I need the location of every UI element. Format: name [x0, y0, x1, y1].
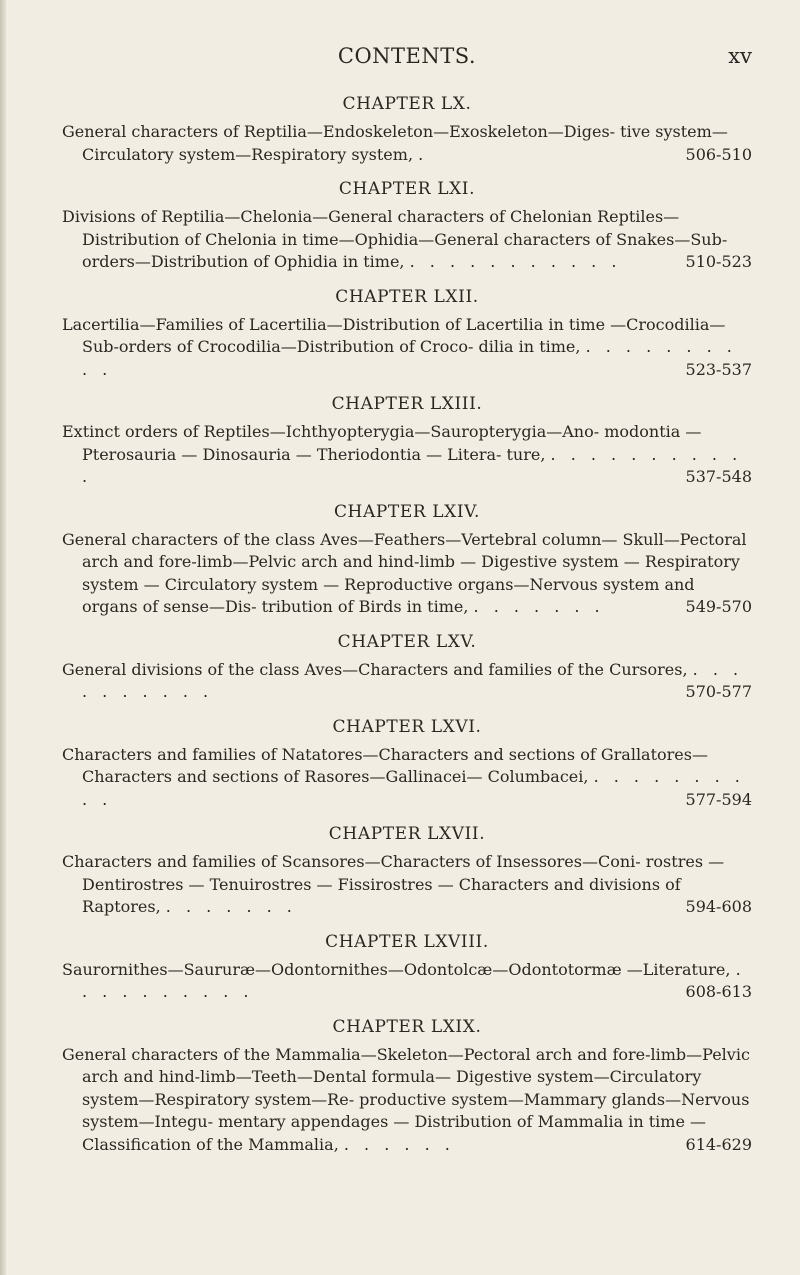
- chapter-heading: CHAPTER LXV.: [337, 631, 477, 652]
- chapter-heading: CHAPTER LXVI.: [332, 716, 482, 737]
- chapter-summary-text: Divisions of Reptilia—Chelonia—General characters of Chelonian Reptiles—Distribution of Chelonia in time—Ophidia—General characters of Snakes—Sub-orders—Distribution of Ophidia in time,: [62, 207, 728, 271]
- chapter-summary-text: Characters and families of Scansores—Characters of Insessores—Coni- rostres — Dentirostres — Tenuirostres — Fissirostres — Characters and divisions of Raptores,: [62, 852, 725, 916]
- chapter-entry: [62, 717, 752, 812]
- page-range: 510-523: [685, 252, 752, 271]
- dot-leaders: . . . . . . .: [165, 897, 297, 916]
- chapter-entry: [62, 179, 752, 274]
- page-range: 594-608: [685, 897, 752, 916]
- dot-leaders: . . . . . . . . . .: [82, 659, 744, 701]
- chapter-summary: [62, 744, 752, 812]
- dot-leaders: .: [418, 144, 429, 164]
- chapter-summary: [62, 421, 752, 489]
- chapter-summary: [62, 529, 752, 619]
- page-range: 537-548: [685, 467, 752, 486]
- dot-leaders: . . . . . . . . . .: [82, 767, 745, 809]
- chapter-entry: [62, 287, 752, 382]
- page-range: 608-613: [685, 982, 752, 1001]
- page-range: 549-570: [685, 597, 752, 616]
- chapter-summary: [62, 314, 752, 382]
- chapter-summary-text: Extinct orders of Reptiles—Ichthyopterygia—Sauropterygia—Ano- modontia — Pterosauria — Dinosauria — Theriodontia — Litera- ture,: [62, 422, 702, 464]
- chapter-entry: [62, 632, 752, 704]
- chapter-summary-text: Characters and families of Natatores—Characters and sections of Grallatores—Characters and sections of Rasores—Gallinacei— Columbacei,: [62, 744, 708, 786]
- chapter-heading: CHAPTER LXIX.: [332, 1016, 482, 1037]
- page-range: 523-537: [685, 359, 752, 379]
- chapter-summary-text: Lacertilia—Families of Lacertilia—Distribution of Lacertilia in time —Crocodilia—Sub-orders of Crocodilia—Distribution of Croco- dilia in time,: [62, 314, 726, 356]
- page-range: 614-629: [685, 1134, 752, 1154]
- chapter-heading: CHAPTER LXII.: [335, 286, 479, 307]
- chapter-heading: CHAPTER LXVII.: [328, 824, 486, 844]
- chapter-summary: [62, 206, 752, 274]
- chapter-heading: CHAPTER LX.: [342, 94, 472, 114]
- dot-leaders: . . . . . . . . . .: [82, 337, 737, 379]
- contents-page: [62, 44, 752, 1169]
- chapter-summary-text: General characters of the class Aves—Feathers—Vertebral column— Skull—Pectoral arch and fore-limb—Pelvic arch and hind-limb — Digestive system — Respiratory system — Circulatory system — Reproductive organs—Nervous system and organs of sense—Dis- tribution of Birds in time,: [62, 529, 747, 616]
- chapter-entry: [62, 94, 752, 166]
- dot-leaders: . . . . . . .: [473, 597, 605, 616]
- chapter-summary: [62, 959, 752, 1004]
- chapter-summary-text: General characters of the Mammalia—Skeleton—Pectoral arch and fore-limb—Pelvic arch and hind-limb—Teeth—Dental formula— Digestive system—Circulatory system—Respiratory system—Re- productive system—Mammary glands—Nervous system—Integu- mentary appendages — Distribution of Mammalia in time — Classification of the Mammalia,: [62, 1044, 750, 1154]
- page-range: 577-594: [685, 789, 752, 809]
- page-range: 506-510: [685, 144, 752, 164]
- chapter-summary-text: General characters of Reptilia—Endoskeleton—Exoskeleton—Diges- tive system—Circulatory system—Respiratory system,: [62, 122, 728, 164]
- chapter-heading: CHAPTER LXI.: [338, 179, 476, 199]
- dot-leaders: . . . . . . . . . .: [82, 959, 746, 1001]
- dot-leaders: . . . . . . . . . . .: [82, 444, 743, 486]
- page-spine-shadow: [0, 0, 6, 1275]
- dot-leaders: . . . . . .: [343, 1134, 455, 1154]
- chapter-summary: [62, 1044, 752, 1157]
- chapter-entry: [62, 1017, 752, 1157]
- chapter-entry: [62, 394, 752, 489]
- chapter-summary: [62, 659, 752, 704]
- chapter-heading: CHAPTER LXIV.: [333, 501, 481, 522]
- chapter-summary: [62, 121, 752, 166]
- chapter-entry: [62, 824, 752, 919]
- dot-leaders: . . . . . . . . . . .: [409, 252, 622, 271]
- page-title: CONTENTS.: [337, 44, 477, 68]
- chapter-entry: [62, 502, 752, 619]
- chapter-heading: CHAPTER LXVIII.: [325, 931, 489, 952]
- chapter-summary-text: General divisions of the class Aves—Characters and families of the Cursores,: [62, 659, 688, 679]
- chapter-summary-text: Saurornithes—Saururæ—Odontornithes—Odontolcæ—Odontotormæ —Literature,: [62, 959, 731, 979]
- chapter-entry: [62, 932, 752, 1004]
- page-range: 570-577: [685, 682, 752, 701]
- chapter-summary: [62, 851, 752, 919]
- running-head: [62, 44, 752, 80]
- page-number: xv: [728, 44, 752, 68]
- chapter-heading: CHAPTER LXIII.: [331, 394, 483, 414]
